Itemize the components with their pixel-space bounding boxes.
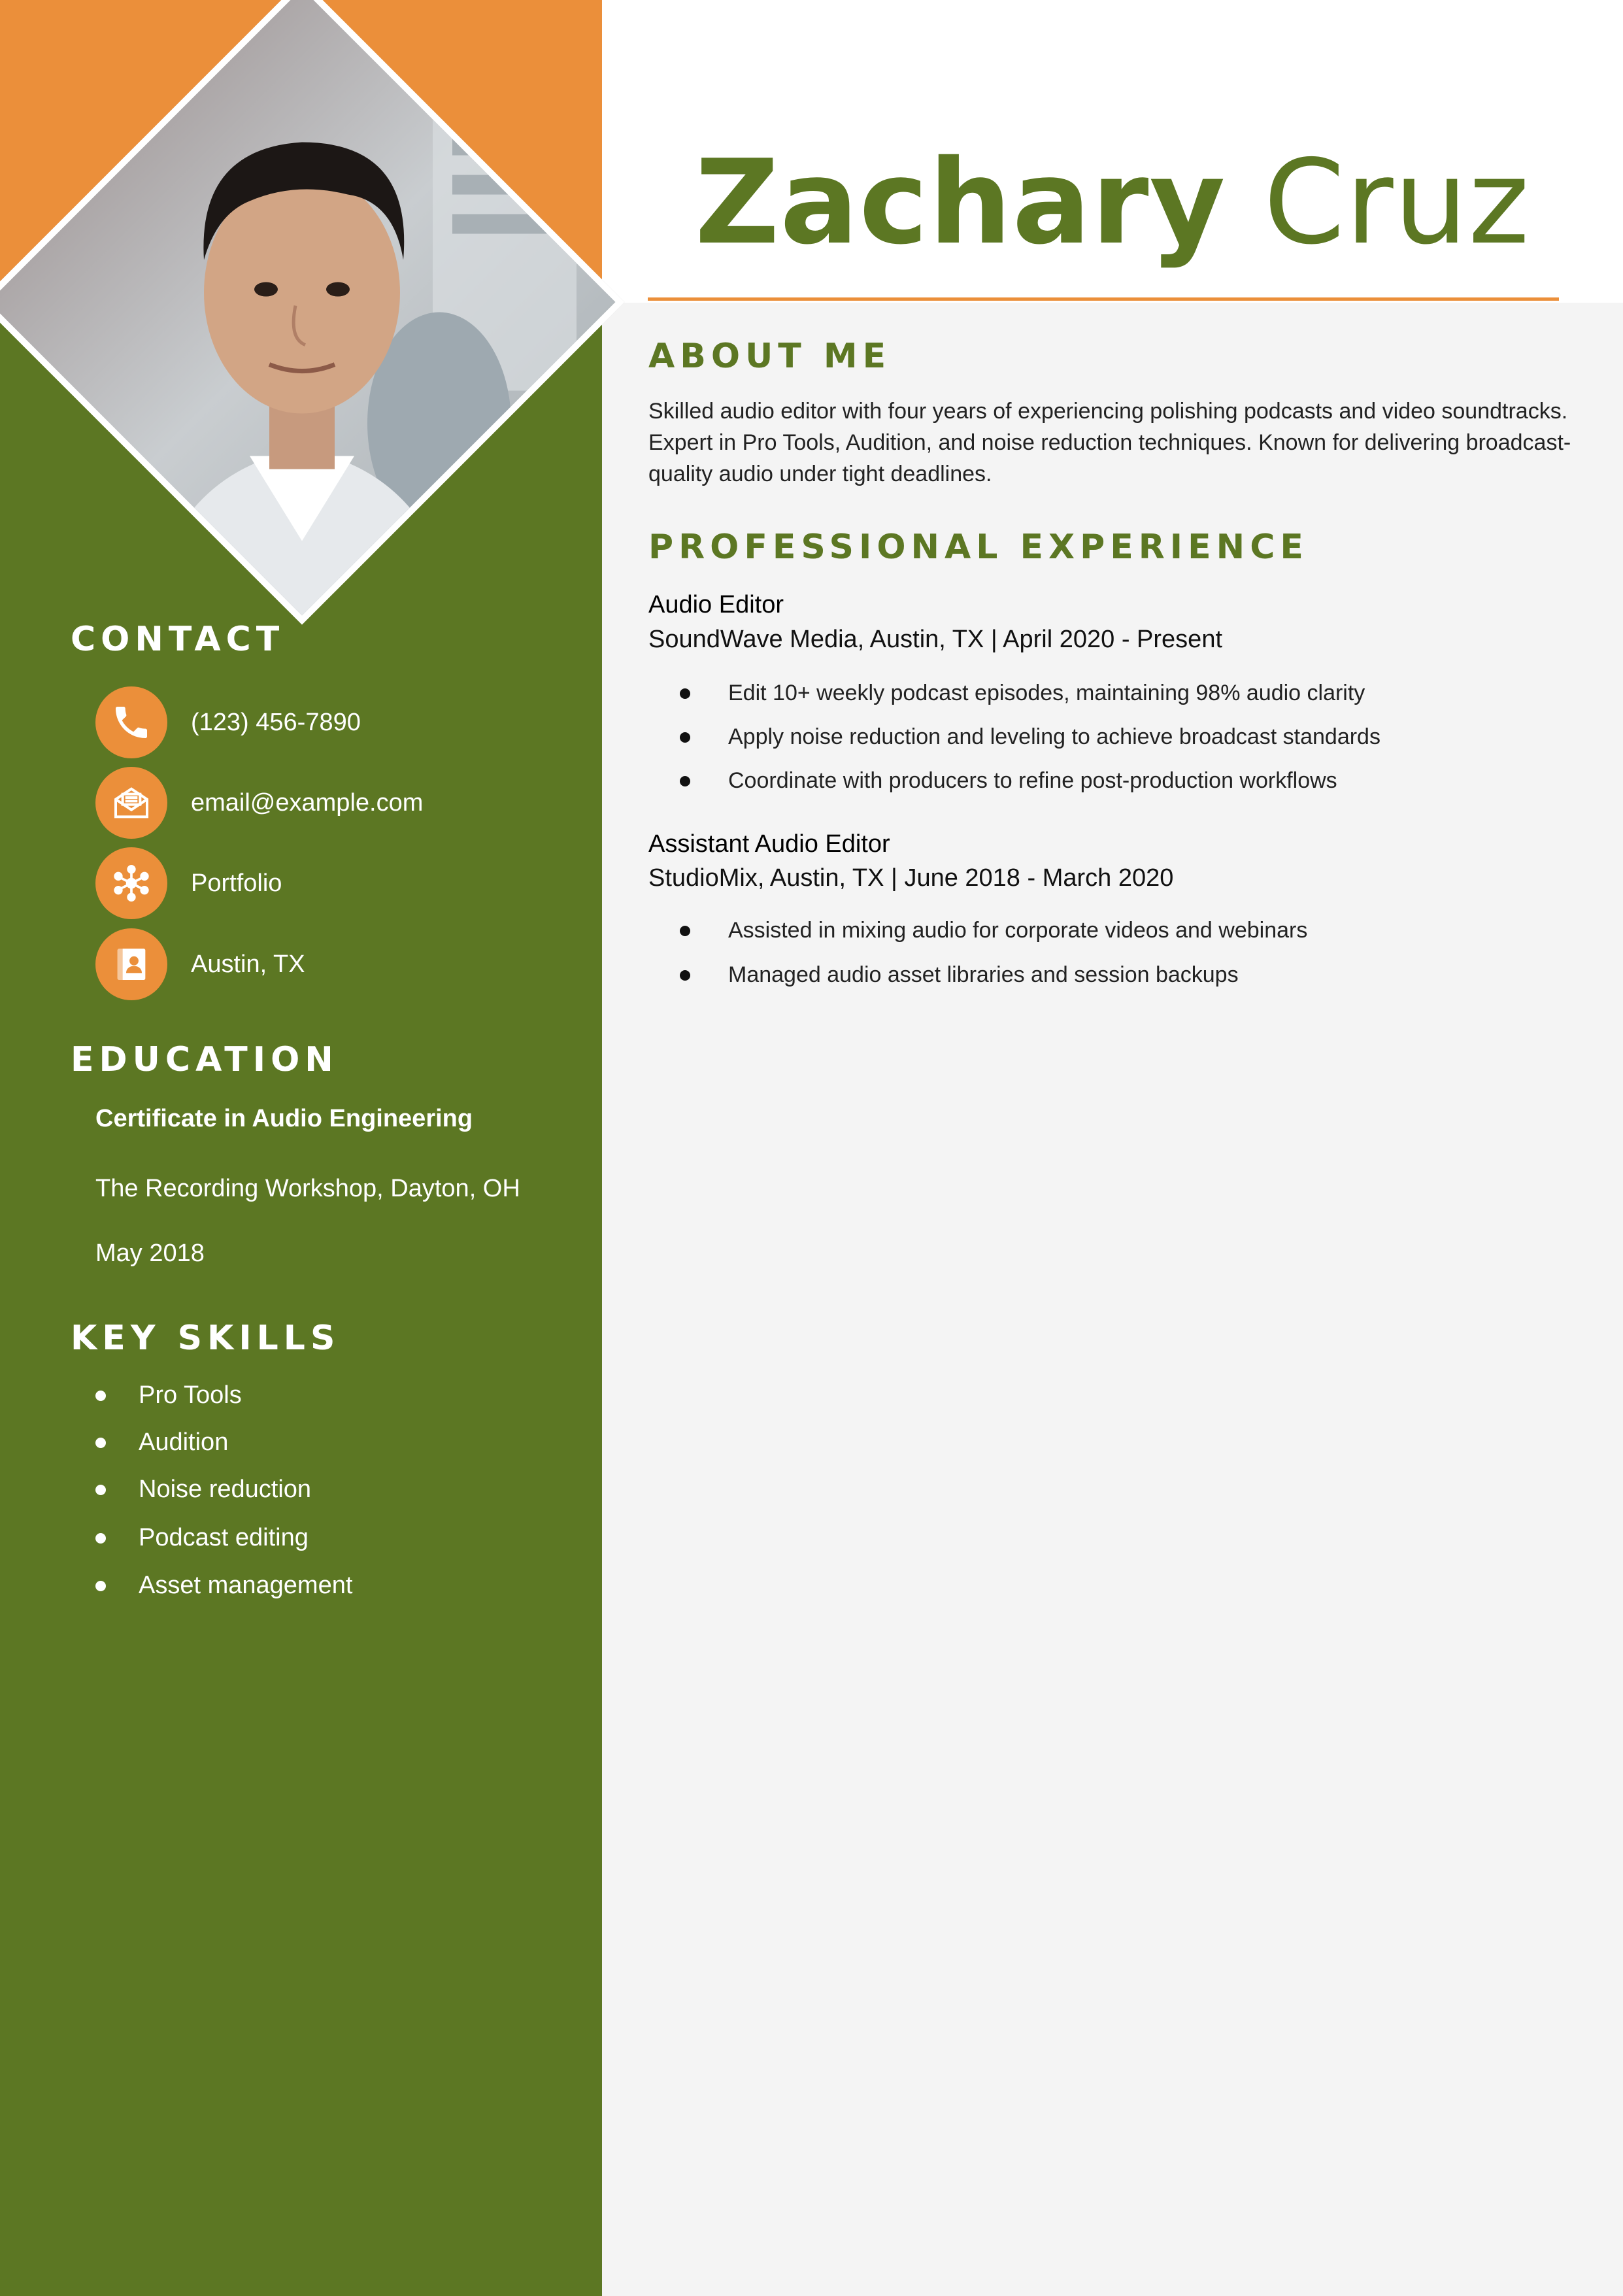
name-divider [648,297,1559,301]
job-bullet [680,681,1365,706]
job-meta: StudioMix, Austin, TX | June 2018 - March 2020 [648,864,1174,892]
job-bullet-text: Coordinate with producers to refine post-production workflows [728,768,1337,793]
skill-label: Audition [139,1428,229,1456]
job-bullet [680,724,1380,750]
email-icon [95,767,167,839]
experience-heading: PROFESSIONAL EXPERIENCE [648,528,1309,567]
last-name: Cruz [1263,135,1530,270]
phone-number[interactable]: (123) 456-7890 [191,708,361,736]
skill-item [95,1428,228,1457]
bullet-icon [95,1533,106,1544]
candidate-name [602,134,1623,271]
job-bullet-text: Edit 10+ weekly podcast episodes, maintaining 98% audio clarity [728,681,1365,705]
skill-label: Podcast editing [139,1524,309,1551]
job-bullet-text: Apply noise reduction and leveling to achieve broadcast standards [728,724,1380,749]
education-degree: Certificate in Audio Engineering [95,1105,473,1132]
job-bullet [680,768,1337,794]
bullet-icon [680,732,690,743]
first-name: Zachary [695,135,1226,270]
bullet-icon [95,1485,106,1495]
about-heading: ABOUT ME [648,337,892,376]
portfolio-link[interactable]: Portfolio [191,869,282,897]
education-school: The Recording Workshop, Dayton, OH [95,1175,520,1202]
email-address[interactable]: email@example.com [191,788,424,817]
contact-location [95,928,305,1000]
skill-label: Noise reduction [139,1476,312,1503]
skill-item [95,1476,311,1504]
about-text: Skilled audio editor with four years of experiencing polishing podcasts and video soundtracks. Expert in Pro Tools, Audition, and noise reduction techniques. Known for delivering broadcast-quality audio under tight deadlines. [648,399,1571,486]
contact-heading: CONTACT [71,620,285,659]
bullet-icon [95,1391,106,1401]
job-bullet-text: Managed audio asset libraries and session backups [728,962,1239,987]
skill-item [95,1572,352,1600]
bullet-icon [680,926,690,936]
education-date: May 2018 [95,1240,205,1267]
contact-phone [95,686,361,758]
bullet-icon [95,1581,106,1591]
bullet-icon [95,1438,106,1448]
bullet-icon [680,776,690,786]
contact-email [95,767,423,839]
job-bullet [680,962,1239,988]
bullet-icon [680,970,690,981]
job-bullet-text: Assisted in mixing audio for corporate videos and webinars [728,918,1308,943]
job-title: Audio Editor [648,591,784,618]
phone-icon [95,686,167,758]
location-icon [95,928,167,1000]
skill-item [95,1381,242,1410]
job-meta: SoundWave Media, Austin, TX | April 2020 - Present [648,626,1223,653]
skill-label: Pro Tools [139,1381,242,1409]
contact-portfolio [95,847,282,919]
skill-item [95,1524,309,1552]
job-title: Assistant Audio Editor [648,830,890,858]
portfolio-icon [95,847,167,919]
bullet-icon [680,688,690,699]
location-text: Austin, TX [191,950,305,978]
job-bullet [680,918,1307,943]
education-heading: EDUCATION [71,1040,339,1079]
skill-label: Asset management [139,1572,353,1599]
skills-heading: KEY SKILLS [71,1319,341,1358]
